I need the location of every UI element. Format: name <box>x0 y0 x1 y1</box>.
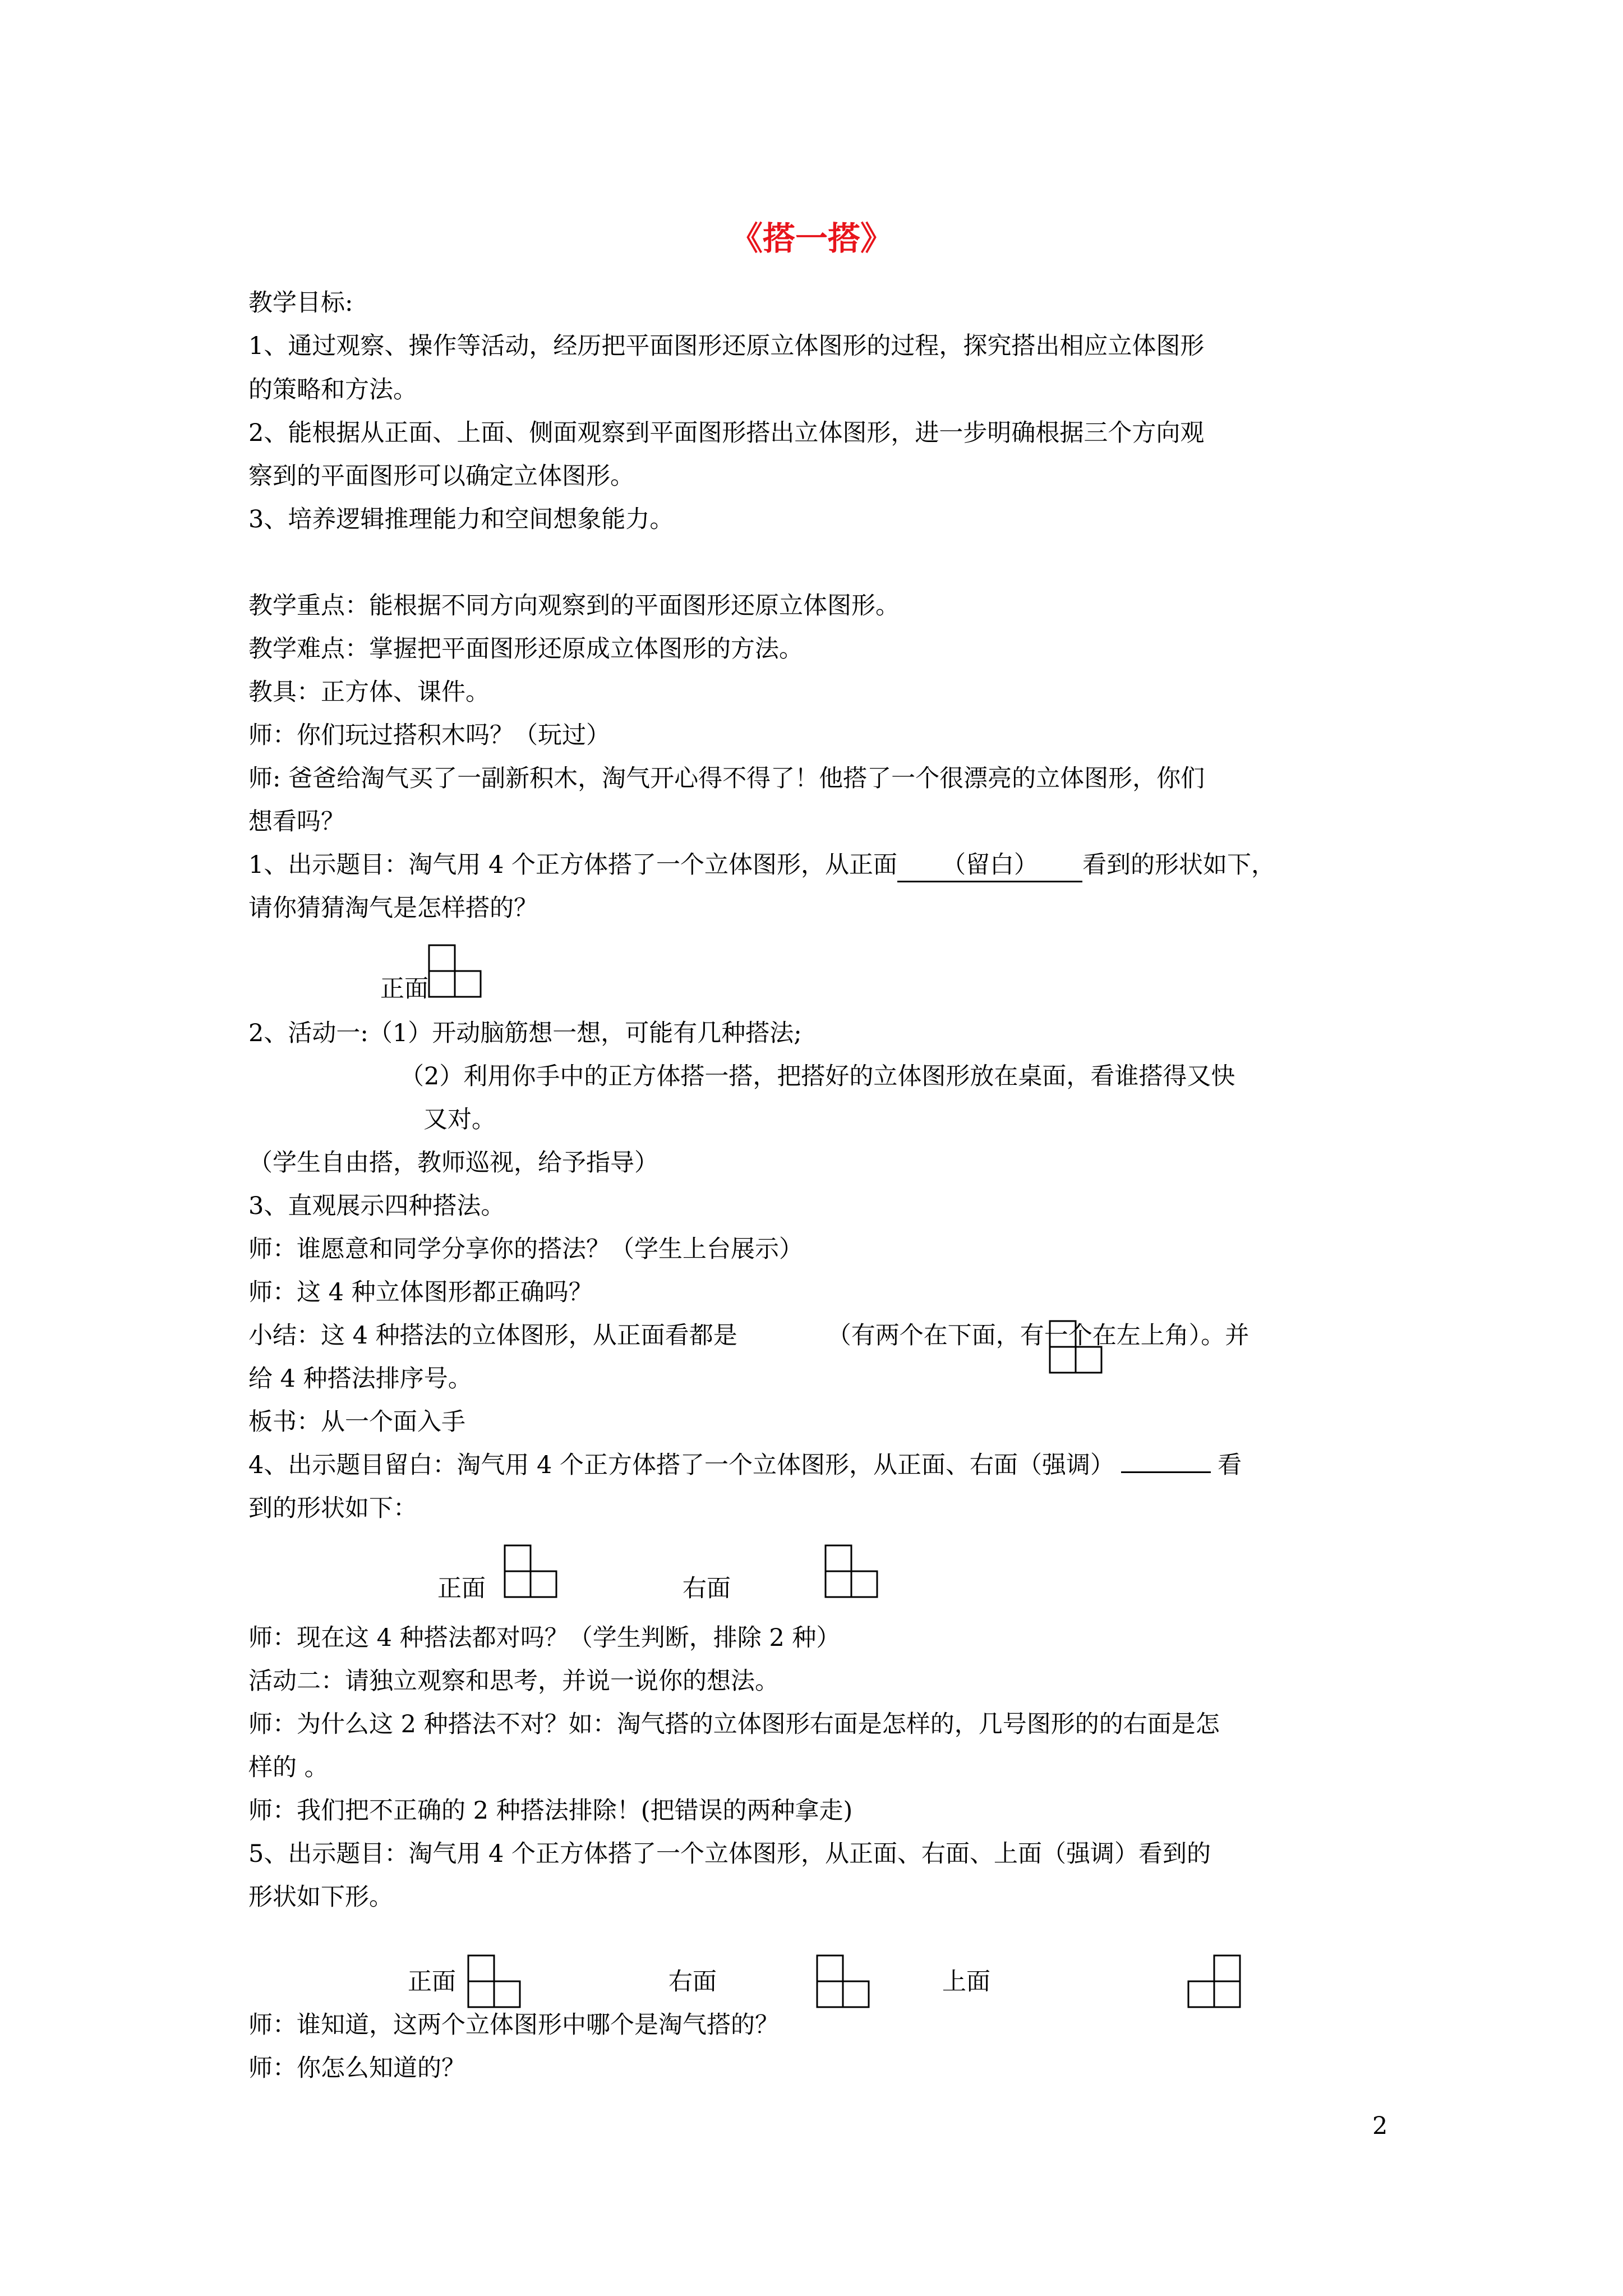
step-1-suffix: 看到的形状如下， <box>1082 851 1276 879</box>
step-1-line-2: 请你猜猜淘气是怎样搭的？ <box>248 894 538 922</box>
activity-1-note: （学生自由搭，教师巡视，给予指导） <box>248 1149 658 1177</box>
right-view-label-1: 右面 <box>683 1575 731 1603</box>
teacher-line-3: 师：谁愿意和同学分享你的搭法？（学生上台展示） <box>248 1235 803 1263</box>
step-1-line-1 <box>248 848 1275 882</box>
step-4-line-2: 到的形状如下： <box>248 1494 417 1522</box>
teacher-line-2a: 师: 爸爸给淘气买了一副新积木，淘气开心得不得了！他搭了一个很漂亮的立体图形，你们 <box>248 765 1205 793</box>
objective-1-line-1: 1、通过观察、操作等活动，经历把平面图形还原立体图形的过程，探究搭出相应立体图形 <box>248 332 1205 360</box>
teacher-line-6a: 师：为什么这 2 种搭法不对？如：淘气搭的立体图形右面是怎样的，几号图形的的右面是怎 <box>248 1710 1220 1738</box>
front-view-label-2: 正面 <box>437 1575 486 1603</box>
objective-3: 3、培养逻辑推理能力和空间想象能力。 <box>248 505 674 533</box>
activity-1-line-2: （2）利用你手中的正方体搭一搭，把搭好的立体图形放在桌面，看谁搭得又快 <box>400 1062 1235 1091</box>
teacher-line-1: 师：你们玩过搭积木吗？（玩过） <box>248 721 610 749</box>
front-view-label-3: 正面 <box>408 1968 456 1996</box>
objective-2-line-2: 察到的平面图形可以确定立体图形。 <box>248 462 634 490</box>
summary-suffix: （有两个在下面，有一个在左上角）。并 <box>827 1322 1249 1350</box>
objective-1-line-2: 的策略和方法。 <box>248 376 417 404</box>
teacher-line-6b: 样的 。 <box>248 1754 329 1782</box>
step-4-blank <box>1121 1471 1211 1473</box>
right-view-label-2: 右面 <box>668 1968 717 1996</box>
activity-1-line-3: 又对。 <box>423 1106 496 1134</box>
step-1-blank: （留白） <box>897 849 1082 882</box>
front-view-shape-4 <box>467 1954 522 2009</box>
teacher-line-4: 师：这 4 种立体图形都正确吗？ <box>248 1278 593 1306</box>
front-view-label-1: 正面 <box>380 975 428 1003</box>
objectives-heading: 教学目标: <box>248 289 353 317</box>
page-title: 《搭一搭》 <box>730 219 893 257</box>
step-5-line-1: 5、出示题目：淘气用 4 个正方体搭了一个立体图形，从正面、右面、上面（强调）看到的 <box>248 1840 1211 1868</box>
summary-line-2: 给 4 种搭法排序号。 <box>248 1365 472 1393</box>
activity-1-line-1: 2、活动一:（1）开动脑筋想一想，可能有几种搭法; <box>248 1019 802 1047</box>
board-note: 板书：从一个面入手 <box>248 1408 465 1436</box>
front-view-shape-2 <box>1049 1320 1104 1375</box>
objective-2-line-1: 2、能根据从正面、上面、侧面观察到平面图形搭出立体图形，进一步明确根据三个方向观 <box>248 419 1205 447</box>
front-view-shape-3 <box>504 1544 559 1599</box>
top-view-label: 上面 <box>942 1968 990 1996</box>
summary-prefix: 小结：这 4 种搭法的立体图形，从正面看都是 <box>248 1322 737 1350</box>
teacher-line-2b: 想看吗？ <box>248 808 345 836</box>
difficulty: 教学难点：掌握把平面图形还原成立体图形的方法。 <box>248 635 803 663</box>
teacher-line-9: 师：你怎么知道的？ <box>248 2054 465 2082</box>
right-view-shape-1 <box>824 1544 879 1599</box>
right-view-shape-2 <box>816 1954 871 2009</box>
page-number: 2 <box>1372 2112 1388 2140</box>
key-point: 教学重点：能根据不同方向观察到的平面图形还原立体图形。 <box>248 592 900 620</box>
activity-2: 活动二：请独立观察和思考，并说一说你的想法。 <box>248 1667 779 1695</box>
front-view-shape-1 <box>428 944 483 999</box>
teacher-line-7: 师：我们把不正确的 2 种搭法排除！(把错误的两种拿走) <box>248 1797 853 1825</box>
teacher-line-8: 师：谁知道，这两个立体图形中哪个是淘气搭的？ <box>248 2011 779 2039</box>
teaching-tools: 教具：正方体、课件。 <box>248 678 490 706</box>
step-1-prefix: 1、出示题目：淘气用 4 个正方体搭了一个立体图形，从正面 <box>248 851 898 879</box>
teacher-line-5: 师：现在这 4 种搭法都对吗？（学生判断，排除 2 种） <box>248 1624 841 1652</box>
step-4-suffix: 看 <box>1218 1451 1242 1479</box>
top-view-shape <box>1187 1954 1242 2009</box>
step-4-line-1 <box>248 1448 1242 1482</box>
step-4-prefix: 4、出示题目留白：淘气用 4 个正方体搭了一个立体图形，从正面、右面（强调） <box>248 1451 1115 1479</box>
step-5-line-2: 形状如下形。 <box>248 1883 393 1911</box>
step-3: 3、直观展示四种搭法。 <box>248 1192 505 1220</box>
